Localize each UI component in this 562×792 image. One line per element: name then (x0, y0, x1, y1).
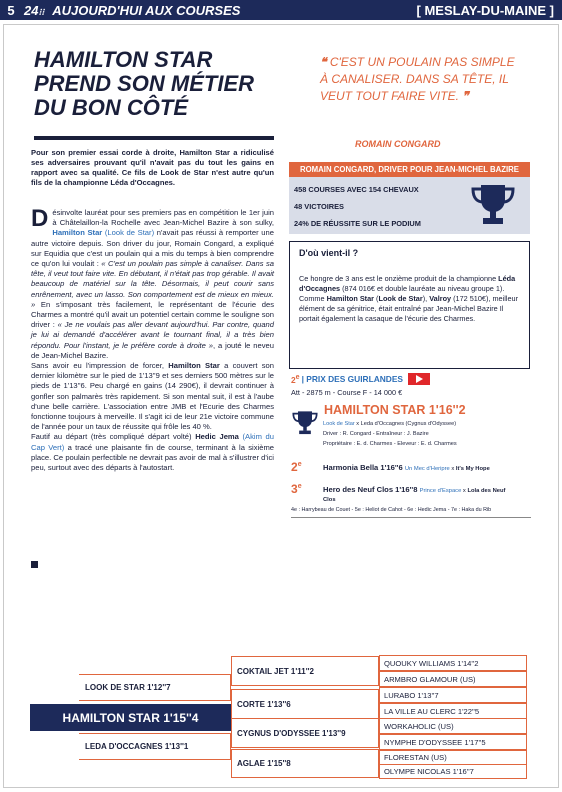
quote-open-icon: ❝ (320, 55, 327, 69)
race-title: 2e | PRIX DES GUIRLANDES (291, 373, 430, 385)
paragraph-1: Désinvolte lauréat pour ses premiers pas en compétition le 1er juin à Châtelaillon-la Rochelle avec Jean-Michel Bazire à son sulky, Hamilton Star (Look de Star) n'avait pas réussi à remporter une autre victoire depuis. Son driver du jour, Romain Congard, a expliqué sur Equidia que c'est un poulain qui a mis du temps à bien comprendre ce qu'on lui voulait : « C'est un poulain pas simple à canaliser. Dans sa tête, il veut tout faire vite. En débutant, il n'était pas trop gérable. Il avait beaucoup de matériel sur la tête. Désormais, il peut courir sans enrênement, avec un lasso. Son comportement est de mieux en mieux. » En s'imposant très facilement, le représentant de l'écurie des Charmes a montré qu'il avait un potentiel certain comme le souligne son driver : « Je ne voulais pas aller devant aujourd'hui. Par contre, quand je lui ai demandé d'accélérer avant le tournant final, il a très bien répondu. Pour l'instant, je le préfère corde à droite », a jouté le neveu de Jean-Michel Bazire. (31, 205, 274, 360)
end-mark (31, 561, 38, 568)
pull-quote: ❝ C'EST UN POULAIN PAS SIMPLE À CANALISER. DANS SA TÊTE, IL VEUT TOUT FAIRE VITE. ❞ (320, 55, 515, 103)
winner-pedigree: Look de Star x Leda d'Occagnes (Cygnus d'Odyssee) (323, 421, 457, 427)
title-rule (34, 136, 274, 140)
pedigree-sire-dam: CORTE 1'13''6 (231, 689, 379, 719)
pedigree-sire: LOOK DE STAR 1'12''7 (79, 674, 231, 701)
pedigree-horse: HAMILTON STAR 1'15''4 (30, 704, 231, 731)
driver-stats (289, 177, 530, 234)
quote-author: ROMAIN CONGARD (355, 139, 441, 149)
article-lead: Pour son premier essai corde à droite, Hamilton Star a ridiculisé ses adversaires prouvant qu'il n'avait pas du tout les gains en rapport avec sa qualité. Ce fils de Look de Star n'est autre qu'un fils de la championne Léda d'Occagnes. (31, 148, 274, 187)
winner-connections: Driver : R. Congard - Entraîneur : J. Bazire (323, 431, 429, 437)
stat-races: 458 COURSES AVEC 154 CHEVAUX (294, 185, 419, 194)
pedigree-sdd: LA VILLE AU CLERC 1'22''5 (379, 703, 527, 719)
page-header (0, 0, 562, 20)
play-video-icon[interactable] (408, 373, 430, 385)
pedigree-sds: LURABO 1'13''7 (379, 687, 527, 703)
article-body (31, 205, 274, 473)
pedigree-dam-dam: AGLAE 1'15''8 (231, 749, 379, 778)
pedigree-dam: LEDA D'OCCAGNES 1'13''1 (79, 733, 231, 760)
origin-title: D'où vient-il ? (299, 248, 359, 258)
stat-podium: 24% DE RÉUSSITE SUR LE PODIUM (294, 219, 421, 228)
pedigree-sss: QUOUKY WILLIAMS 1'14''2 (379, 655, 527, 671)
page-number: 5 (7, 2, 15, 18)
sire-link[interactable]: (Akim du Cap Vert) (31, 432, 274, 452)
section-title: AUJOURD'HUI AUX COURSES (52, 2, 241, 18)
pedigree-ssd: ARMBRO GLAMOUR (US) (379, 671, 527, 687)
pedigree-dds: FLORESTAN (US) (379, 750, 527, 765)
paragraph-3: Fautif au départ (très compliqué départ volté) Hedic Jema (Akim du Cap Vert) a tracé une plaisante fin de course, terminant à la sixième place. Ce poulain perfectible ne devrait pas avoir de mal à s'illustrer d'ici peu, surtout avec des départs à l'autostart. (31, 432, 274, 473)
driver-box-title: ROMAIN CONGARD, DRIVER POUR JEAN-MICHEL BAZIRE (289, 162, 530, 177)
stat-wins: 48 VICTOIRES (294, 202, 344, 211)
race-details: Att - 2875 m - Course F - 14 000 € (291, 388, 403, 397)
paragraph-2: Sans avoir eu l'impression de forcer, Hamilton Star a couvert son dernier kilomètre sur le pied de 1'13''9 et ses derniers 500 mètres sur le pieds de 1'13''6. Peu chargé en gains (14 290€), il devrait continuer à gonfler son palmarès très rapidement. Si son mental suit, il est à l'aube d'une belle carrière. L'association entre JMB et l'Ecurie des Charmes fonctionne toujours à merveille. Il s'agit ici de leur 21e victoire commune de l'année pour un taux de réussite qui frôle les 40 %. (31, 361, 274, 432)
sire-link[interactable]: (Look de Star) (104, 228, 155, 238)
pedigree-ddd: OLYMPE NICOLAS 1'16''7 (379, 764, 527, 779)
brand-logo: 24⁝⁝ (24, 2, 45, 18)
other-finishers: 4e : Harrybeau de Couet - 5e : Heliot de Cahot - 6e : Hedic Jema - 7e : Haka du Rib (291, 506, 531, 518)
quote-close-icon: ❞ (462, 89, 469, 103)
pedigree-sire-sire: COKTAIL JET 1'11''2 (231, 656, 379, 686)
pedigree-dss: WORKAHOLIC (US) (379, 718, 527, 734)
location-label: [ MESLAY-DU-MAINE ] (416, 2, 554, 18)
horse-link[interactable]: Hamilton Star (52, 228, 103, 238)
trophy-icon (291, 409, 319, 437)
trophy-icon (469, 181, 517, 229)
pedigree-dsd: NYMPHE D'ODYSSEE 1'17''5 (379, 734, 527, 750)
origin-box (289, 241, 530, 369)
winner-name: HAMILTON STAR 1'16''2 (324, 403, 466, 417)
pedigree-dam-sire: CYGNUS D'ODYSSEE 1'13''9 (231, 718, 379, 748)
drop-cap: D (31, 205, 49, 232)
article-title: HAMILTON STAR PREND SON MÉTIER DU BON CÔTÉ (34, 47, 255, 120)
winner-owner: Propriétaire : E. d. Charmes - Eleveur : E. d. Charmes (323, 441, 457, 447)
origin-text: Ce hongre de 3 ans est le onzième produit de la championne Léda d'Occagnes (874 016€ et double lauréate au niveau groupe 1). Comme Hamilton Star (Look de Star), Valroy (172 510€), meilleur élément de sa génitrice, était entraîné par Jean-Michel Bazire Il portait également la casaque de l'écurie des Charmes. (299, 274, 519, 323)
